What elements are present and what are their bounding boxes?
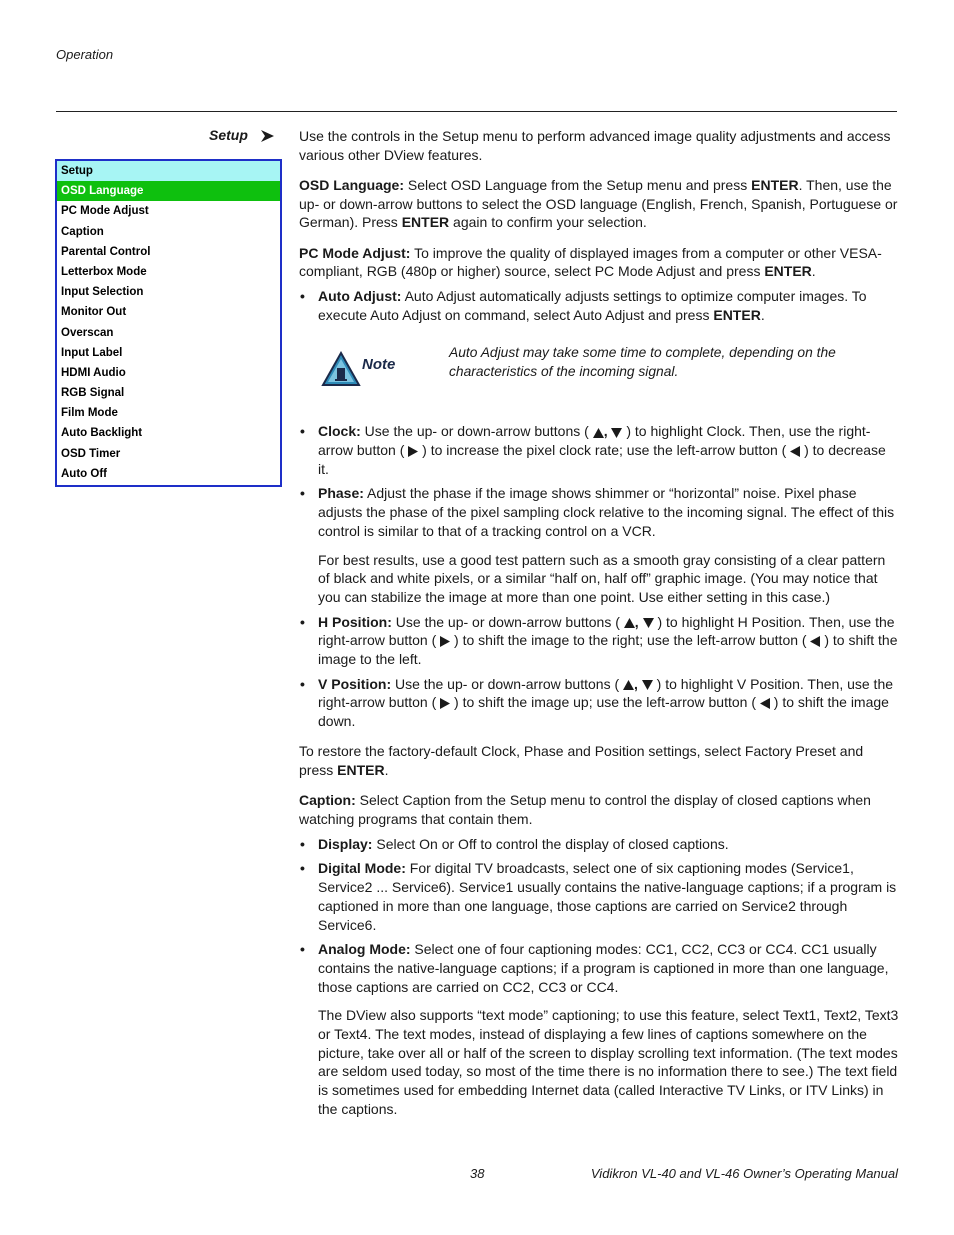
phase-tip: For best results, use a good test pattern such as a smooth gray consisting of a clear pattern of black and white pixels, or a similar “half on, half off” graphic image. (You may notice that you can stabilize the image at more than one point. Use either setting in this case.) bbox=[318, 551, 886, 605]
term: Phase: bbox=[318, 485, 364, 502]
v-position-item: • V Position: Use the up- or down-arrow buttons ( , ) to highlight V Position. Then, use the right-arrow button ( ) to shift the image up; use the left-arrow button ( ) to shift the image down. bbox=[300, 675, 894, 730]
menu-item-letterbox-mode: Letterbox Mode bbox=[61, 265, 147, 278]
menu-item-auto-backlight: Auto Backlight bbox=[61, 427, 143, 440]
menu-item-input-selection: Input Selection bbox=[61, 286, 144, 299]
bullet-icon: • bbox=[300, 423, 305, 440]
note-label: Note bbox=[362, 356, 396, 374]
digital-mode-item: • Digital Mode: For digital TV broadcasts, select one of six captioning modes (Service1, Service2 ... Service6). Service1 usually contains the native-language captions; if a program is captioned in more than one language, those captions are carried on Service2 through Service6. bbox=[300, 860, 897, 933]
osd-language-paragraph: OSD Language: Select OSD Language from the Setup menu and press ENTER. Then, use the up- or down-arrow buttons to select the OSD language (English, French, Spanish, Portuguese or German). Press ENTER again to confirm your selection. bbox=[299, 176, 898, 231]
up-arrow-icon bbox=[593, 428, 604, 438]
right-arrow-icon bbox=[408, 446, 418, 457]
setup-menu bbox=[55, 159, 282, 487]
bullet-icon: • bbox=[300, 835, 305, 852]
bullet-icon: • bbox=[300, 860, 305, 877]
bullet-icon: • bbox=[300, 287, 305, 304]
right-arrow-icon bbox=[440, 636, 450, 647]
term: Display: bbox=[318, 835, 373, 852]
menu-item-monitor-out: Monitor Out bbox=[61, 306, 127, 319]
intro-paragraph: Use the controls in the Setup menu to perform advanced image quality adjustments and access various other DView features. bbox=[299, 128, 891, 163]
page-number: 38 bbox=[470, 1166, 485, 1181]
term: H Position: bbox=[318, 613, 392, 630]
down-arrow-icon bbox=[642, 680, 653, 690]
menu-title: Setup bbox=[57, 161, 280, 181]
phase-item: • Phase: Adjust the phase if the image shows shimmer or “horizontal” noise. Pixel phase adjusts the phase of the pixel sampling clock relative to the incoming signal. The effect of this control is similar to that of a tracking control on a VCR. bbox=[300, 485, 895, 539]
menu-item-auto-off: Auto Off bbox=[61, 467, 107, 480]
menu-item-hdmi-audio: HDMI Audio bbox=[61, 366, 126, 379]
bullet-icon: • bbox=[300, 485, 305, 502]
clock-item: • Clock: Use the up- or down-arrow buttons ( , ) to highlight Clock. Then, use the right-arrow button ( ) to increase the pixel clock rate; use the left-arrow button ( ) to decrease it. bbox=[300, 423, 886, 477]
bullet-icon: • bbox=[300, 675, 305, 692]
right-arrow-icon bbox=[440, 698, 450, 709]
term: Auto Adjust: bbox=[318, 287, 402, 304]
up-arrow-icon bbox=[624, 618, 635, 628]
menu-item-film-mode: Film Mode bbox=[61, 407, 118, 420]
bullet-icon: • bbox=[300, 613, 305, 630]
text-mode-paragraph: The DView also supports “text mode” captioning; to use this feature, select Text1, Text2, Text3 or Text4. The text modes, instead of displaying a few lines of captions somewhere on the picture, take over all or half of the screen to display scrolling text information. (The text modes are seldom used today, so most of the time there is no information there to see.) The text field is sometimes used for embedding Internet data (called Interactive TV Links, or ITV Links) in the captions. bbox=[318, 1007, 899, 1117]
menu-item-osd-timer: OSD Timer bbox=[61, 447, 121, 460]
menu-item-pc-mode-adjust: PC Mode Adjust bbox=[61, 205, 149, 218]
body-content bbox=[299, 127, 899, 1125]
left-arrow-icon bbox=[790, 446, 800, 457]
note-icon bbox=[321, 351, 361, 387]
menu-item-input-label: Input Label bbox=[61, 346, 123, 359]
header-rule bbox=[56, 111, 897, 112]
menu-item-overscan: Overscan bbox=[61, 326, 114, 339]
note-text: Auto Adjust may take some time to complete, depending on the characteristics of the incoming signal. bbox=[449, 345, 836, 379]
analog-mode-item: • Analog Mode: Select one of four captioning modes: CC1, CC2, CC3 or CC4. CC1 usually contains the native-language captions; if a program is captioned in more than one language, those captions are carried on CC2, CC3 or CC4. bbox=[300, 941, 889, 995]
term: Caption: bbox=[299, 792, 356, 809]
term: OSD Language: bbox=[299, 176, 405, 193]
display-item: • Display: Select On or Off to control the display of closed captions. bbox=[300, 835, 729, 852]
menu-item-caption: Caption bbox=[61, 225, 104, 238]
auto-adjust-item: • Auto Adjust: Auto Adjust automatically adjusts settings to optimize computer images. To execute Auto Adjust on command, select Auto Adjust and press ENTER. bbox=[300, 287, 867, 323]
arrow-right-icon bbox=[260, 129, 275, 143]
enter-key: ENTER bbox=[713, 306, 761, 323]
enter-key: ENTER bbox=[401, 214, 450, 231]
note-callout bbox=[299, 342, 899, 408]
caption-paragraph: Caption: Select Caption from the Setup menu to control the display of closed captions when watching programs that contain them. bbox=[299, 792, 871, 827]
up-arrow-icon bbox=[623, 680, 634, 690]
running-header: Operation bbox=[56, 47, 114, 62]
term: Clock: bbox=[318, 423, 361, 440]
term: Digital Mode: bbox=[318, 860, 406, 877]
left-arrow-icon bbox=[760, 698, 770, 709]
enter-key: ENTER bbox=[764, 263, 812, 280]
footer-title: Vidikron VL-40 and VL-46 Owner’s Operating Manual bbox=[590, 1166, 898, 1181]
term: PC Mode Adjust: bbox=[299, 244, 411, 261]
down-arrow-icon bbox=[611, 428, 622, 438]
enter-key: ENTER bbox=[751, 176, 799, 193]
bullet-icon: • bbox=[300, 941, 305, 958]
enter-key: ENTER bbox=[337, 762, 385, 779]
term: V Position: bbox=[318, 675, 392, 692]
term: Analog Mode: bbox=[318, 941, 411, 958]
down-arrow-icon bbox=[643, 618, 654, 628]
setup-heading: Setup bbox=[209, 127, 248, 143]
menu-item-rgb-signal: RGB Signal bbox=[61, 387, 125, 400]
restore-paragraph: To restore the factory-default Clock, Phase and Position settings, select Factory Preset and press ENTER. bbox=[299, 743, 864, 779]
menu-item-parental-control: Parental Control bbox=[61, 245, 151, 258]
menu-item-osd-language: OSD Language bbox=[57, 181, 280, 201]
h-position-item: • H Position: Use the up- or down-arrow buttons ( , ) to highlight H Position. Then, use the right-arrow button ( ) to shift the image to the right; use the left-arrow button ( ) to shift the image to the left. bbox=[300, 613, 898, 668]
pc-mode-paragraph: PC Mode Adjust: To improve the quality of displayed images from a computer or other VESA-compliant, RGB (480p or higher) source, select PC Mode Adjust and press ENTER. bbox=[299, 244, 882, 280]
left-arrow-icon bbox=[810, 636, 820, 647]
